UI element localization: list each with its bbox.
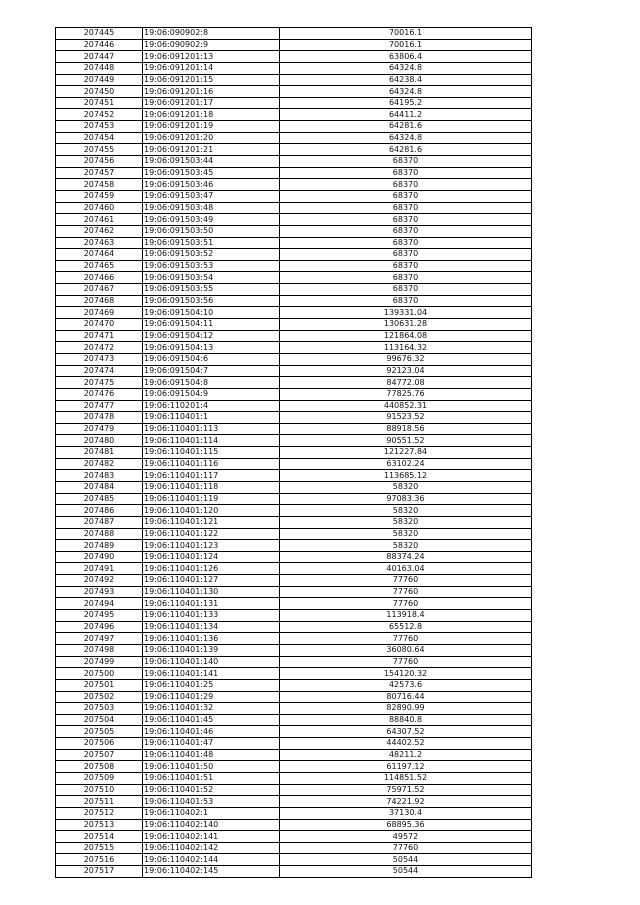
table-row: [56, 225, 532, 237]
table-row: [56, 819, 532, 831]
value-cell: 77760: [280, 656, 532, 668]
value-cell: 40163.04: [280, 563, 532, 575]
value-cell: 58320: [280, 540, 532, 552]
cadastral-number-cell: 19:06:091503:56: [143, 295, 280, 307]
table-row: [56, 610, 532, 622]
cadastral-number-cell: 19:06:110401:122: [143, 528, 280, 540]
cadastral-number-cell: 19:06:091201:13: [143, 51, 280, 63]
data-table: [55, 27, 532, 878]
value-cell: 90551.52: [280, 435, 532, 447]
value-cell: 63102.24: [280, 458, 532, 470]
value-cell: 139331.04: [280, 307, 532, 319]
cadastral-number-cell: 19:06:110401:117: [143, 470, 280, 482]
row-number-cell: 207494: [56, 598, 143, 610]
value-cell: 80716.44: [280, 691, 532, 703]
table-row: [56, 784, 532, 796]
row-number-cell: 207508: [56, 761, 143, 773]
value-cell: 68370: [280, 272, 532, 284]
table-row: [56, 644, 532, 656]
table-row: [56, 575, 532, 587]
table-row: [56, 179, 532, 191]
row-number-cell: 207485: [56, 493, 143, 505]
table-row: [56, 400, 532, 412]
value-cell: 88840.8: [280, 714, 532, 726]
cadastral-number-cell: 19:06:110401:32: [143, 703, 280, 715]
table-row: [56, 62, 532, 74]
value-cell: 121864.08: [280, 330, 532, 342]
cadastral-number-cell: 19:06:110401:133: [143, 610, 280, 622]
table-row: [56, 679, 532, 691]
row-number-cell: 207470: [56, 319, 143, 331]
cadastral-number-cell: 19:06:091503:54: [143, 272, 280, 284]
cadastral-number-cell: 19:06:091504:8: [143, 377, 280, 389]
row-number-cell: 207488: [56, 528, 143, 540]
cadastral-number-cell: 19:06:110201:4: [143, 400, 280, 412]
table-row: [56, 284, 532, 296]
row-number-cell: 207498: [56, 644, 143, 656]
table-row: [56, 761, 532, 773]
table-row: [56, 691, 532, 703]
cadastral-number-cell: 19:06:091504:7: [143, 365, 280, 377]
row-number-cell: 207505: [56, 726, 143, 738]
table-row: [56, 28, 532, 40]
table-row: [56, 97, 532, 109]
table-row: [56, 423, 532, 435]
table-row: [56, 319, 532, 331]
value-cell: 114851.52: [280, 773, 532, 785]
cadastral-number-cell: 19:06:091504:9: [143, 388, 280, 400]
value-cell: 121227.84: [280, 447, 532, 459]
row-number-cell: 207473: [56, 353, 143, 365]
cadastral-number-cell: 19:06:110402:140: [143, 819, 280, 831]
cadastral-number-cell: 19:06:091201:14: [143, 62, 280, 74]
row-number-cell: 207469: [56, 307, 143, 319]
cadastral-number-cell: 19:06:110401:131: [143, 598, 280, 610]
table-row: [56, 167, 532, 179]
cadastral-number-cell: 19:06:090902:9: [143, 39, 280, 51]
value-cell: 58320: [280, 516, 532, 528]
value-cell: 92123.04: [280, 365, 532, 377]
table-row: [56, 260, 532, 272]
value-cell: 58320: [280, 528, 532, 540]
cadastral-number-cell: 19:06:091504:13: [143, 342, 280, 354]
row-number-cell: 207493: [56, 586, 143, 598]
table-row: [56, 353, 532, 365]
value-cell: 99676.32: [280, 353, 532, 365]
table-row: [56, 377, 532, 389]
value-cell: 58320: [280, 505, 532, 517]
row-number-cell: 207479: [56, 423, 143, 435]
cadastral-number-cell: 19:06:091201:21: [143, 144, 280, 156]
cadastral-number-cell: 19:06:110402:141: [143, 831, 280, 843]
cadastral-number-cell: 19:06:110401:141: [143, 668, 280, 680]
value-cell: 68370: [280, 156, 532, 168]
row-number-cell: 207478: [56, 412, 143, 424]
value-cell: 68370: [280, 214, 532, 226]
row-number-cell: 207451: [56, 97, 143, 109]
cadastral-number-cell: 19:06:091504:10: [143, 307, 280, 319]
row-number-cell: 207495: [56, 610, 143, 622]
cadastral-number-cell: 19:06:110401:45: [143, 714, 280, 726]
row-number-cell: 207474: [56, 365, 143, 377]
cadastral-number-cell: 19:06:110401:47: [143, 738, 280, 750]
cadastral-number-cell: 19:06:110401:127: [143, 575, 280, 587]
row-number-cell: 207516: [56, 854, 143, 866]
row-number-cell: 207481: [56, 447, 143, 459]
row-number-cell: 207454: [56, 132, 143, 144]
row-number-cell: 207517: [56, 866, 143, 878]
value-cell: 88374.24: [280, 551, 532, 563]
table-row: [56, 842, 532, 854]
cadastral-number-cell: 19:06:110401:134: [143, 621, 280, 633]
cadastral-number-cell: 19:06:091503:44: [143, 156, 280, 168]
table-row: [56, 668, 532, 680]
cadastral-number-cell: 19:06:110402:1: [143, 807, 280, 819]
value-cell: 77760: [280, 575, 532, 587]
cadastral-number-cell: 19:06:110401:120: [143, 505, 280, 517]
value-cell: 77825.76: [280, 388, 532, 400]
row-number-cell: 207503: [56, 703, 143, 715]
cadastral-number-cell: 19:06:110401:46: [143, 726, 280, 738]
cadastral-number-cell: 19:06:091201:20: [143, 132, 280, 144]
cadastral-number-cell: 19:06:110401:113: [143, 423, 280, 435]
table-row: [56, 237, 532, 249]
value-cell: 82890.99: [280, 703, 532, 715]
value-cell: 77760: [280, 598, 532, 610]
value-cell: 36080.64: [280, 644, 532, 656]
value-cell: 68370: [280, 202, 532, 214]
value-cell: 50544: [280, 854, 532, 866]
table-row: [56, 598, 532, 610]
cadastral-number-cell: 19:06:091504:11: [143, 319, 280, 331]
table-row: [56, 214, 532, 226]
value-cell: 64281.6: [280, 121, 532, 133]
table-row: [56, 540, 532, 552]
row-number-cell: 207461: [56, 214, 143, 226]
row-number-cell: 207458: [56, 179, 143, 191]
cadastral-number-cell: 19:06:091201:15: [143, 74, 280, 86]
cadastral-number-cell: 19:06:110401:126: [143, 563, 280, 575]
row-number-cell: 207480: [56, 435, 143, 447]
row-number-cell: 207452: [56, 109, 143, 121]
cadastral-number-cell: 19:06:091503:55: [143, 284, 280, 296]
table-row: [56, 249, 532, 261]
cadastral-number-cell: 19:06:110402:145: [143, 866, 280, 878]
row-number-cell: 207460: [56, 202, 143, 214]
value-cell: 113685.12: [280, 470, 532, 482]
value-cell: 70016.1: [280, 28, 532, 40]
row-number-cell: 207447: [56, 51, 143, 63]
row-number-cell: 207500: [56, 668, 143, 680]
value-cell: 88918.56: [280, 423, 532, 435]
value-cell: 74221.92: [280, 796, 532, 808]
value-cell: 42573.6: [280, 679, 532, 691]
cadastral-number-cell: 19:06:091503:49: [143, 214, 280, 226]
row-number-cell: 207468: [56, 295, 143, 307]
table-row: [56, 388, 532, 400]
cadastral-number-cell: 19:06:091503:53: [143, 260, 280, 272]
value-cell: 77760: [280, 633, 532, 645]
table-row: [56, 51, 532, 63]
cadastral-number-cell: 19:06:091201:18: [143, 109, 280, 121]
table-row: [56, 365, 532, 377]
cadastral-number-cell: 19:06:110401:50: [143, 761, 280, 773]
table-row: [56, 447, 532, 459]
table-row: [56, 144, 532, 156]
cadastral-number-cell: 19:06:091503:47: [143, 190, 280, 202]
row-number-cell: 207499: [56, 656, 143, 668]
row-number-cell: 207463: [56, 237, 143, 249]
value-cell: 58320: [280, 481, 532, 493]
cadastral-number-cell: 19:06:110401:48: [143, 749, 280, 761]
cadastral-number-cell: 19:06:091503:52: [143, 249, 280, 261]
cadastral-number-cell: 19:06:110402:144: [143, 854, 280, 866]
table-row: [56, 342, 532, 354]
table-row: [56, 586, 532, 598]
row-number-cell: 207492: [56, 575, 143, 587]
row-number-cell: 207504: [56, 714, 143, 726]
cadastral-number-cell: 19:06:110401:121: [143, 516, 280, 528]
row-number-cell: 207475: [56, 377, 143, 389]
row-number-cell: 207477: [56, 400, 143, 412]
table-row: [56, 703, 532, 715]
row-number-cell: 207456: [56, 156, 143, 168]
table-row: [56, 470, 532, 482]
value-cell: 154120.32: [280, 668, 532, 680]
table-row: [56, 132, 532, 144]
cadastral-number-cell: 19:06:110401:115: [143, 447, 280, 459]
value-cell: 91523.52: [280, 412, 532, 424]
cadastral-number-cell: 19:06:091504:6: [143, 353, 280, 365]
row-number-cell: 207511: [56, 796, 143, 808]
table-row: [56, 505, 532, 517]
row-number-cell: 207450: [56, 86, 143, 98]
value-cell: 113918.4: [280, 610, 532, 622]
value-cell: 77760: [280, 842, 532, 854]
row-number-cell: 207484: [56, 481, 143, 493]
table-row: [56, 109, 532, 121]
cadastral-number-cell: 19:06:091503:51: [143, 237, 280, 249]
table-row: [56, 156, 532, 168]
value-cell: 440852.31: [280, 400, 532, 412]
row-number-cell: 207453: [56, 121, 143, 133]
table-row: [56, 807, 532, 819]
value-cell: 64238.4: [280, 74, 532, 86]
table-row: [56, 621, 532, 633]
table-row: [56, 295, 532, 307]
row-number-cell: 207489: [56, 540, 143, 552]
value-cell: 68895.36: [280, 819, 532, 831]
cadastral-number-cell: 19:06:110401:118: [143, 481, 280, 493]
table-row: [56, 773, 532, 785]
row-number-cell: 207514: [56, 831, 143, 843]
value-cell: 37130.4: [280, 807, 532, 819]
cadastral-number-cell: 19:06:091201:17: [143, 97, 280, 109]
cadastral-number-cell: 19:06:110401:123: [143, 540, 280, 552]
row-number-cell: 207467: [56, 284, 143, 296]
cadastral-number-cell: 19:06:110401:114: [143, 435, 280, 447]
table-row: [56, 516, 532, 528]
row-number-cell: 207496: [56, 621, 143, 633]
value-cell: 64324.8: [280, 132, 532, 144]
value-cell: 49572: [280, 831, 532, 843]
row-number-cell: 207459: [56, 190, 143, 202]
value-cell: 48211.2: [280, 749, 532, 761]
table-row: [56, 854, 532, 866]
cadastral-number-cell: 19:06:110401:140: [143, 656, 280, 668]
row-number-cell: 207471: [56, 330, 143, 342]
cadastral-number-cell: 19:06:091503:50: [143, 225, 280, 237]
value-cell: 64195.2: [280, 97, 532, 109]
cadastral-number-cell: 19:06:110401:124: [143, 551, 280, 563]
table-row: [56, 307, 532, 319]
row-number-cell: 207506: [56, 738, 143, 750]
row-number-cell: 207449: [56, 74, 143, 86]
cadastral-number-cell: 19:06:090902:8: [143, 28, 280, 40]
row-number-cell: 207497: [56, 633, 143, 645]
cadastral-number-cell: 19:06:091503:45: [143, 167, 280, 179]
table-row: [56, 831, 532, 843]
row-number-cell: 207509: [56, 773, 143, 785]
value-cell: 68370: [280, 179, 532, 191]
row-number-cell: 207472: [56, 342, 143, 354]
cadastral-number-cell: 19:06:110401:139: [143, 644, 280, 656]
value-cell: 68370: [280, 295, 532, 307]
cadastral-number-cell: 19:06:110401:51: [143, 773, 280, 785]
table-row: [56, 528, 532, 540]
table-row: [56, 202, 532, 214]
row-number-cell: 207462: [56, 225, 143, 237]
cadastral-number-cell: 19:06:110401:136: [143, 633, 280, 645]
value-cell: 77760: [280, 586, 532, 598]
table-row: [56, 633, 532, 645]
table-row: [56, 121, 532, 133]
value-cell: 64307.52: [280, 726, 532, 738]
table-row: [56, 481, 532, 493]
table-row: [56, 714, 532, 726]
row-number-cell: 207476: [56, 388, 143, 400]
table-row: [56, 738, 532, 750]
table-row: [56, 656, 532, 668]
cadastral-number-cell: 19:06:110401:25: [143, 679, 280, 691]
cadastral-number-cell: 19:06:091201:19: [143, 121, 280, 133]
table-row: [56, 435, 532, 447]
cadastral-number-cell: 19:06:110402:142: [143, 842, 280, 854]
table-row: [56, 493, 532, 505]
value-cell: 75971.52: [280, 784, 532, 796]
value-cell: 68370: [280, 260, 532, 272]
row-number-cell: 207466: [56, 272, 143, 284]
row-number-cell: 207490: [56, 551, 143, 563]
row-number-cell: 207464: [56, 249, 143, 261]
table-row: [56, 563, 532, 575]
value-cell: 61197.12: [280, 761, 532, 773]
table-row: [56, 866, 532, 878]
cadastral-number-cell: 19:06:110401:119: [143, 493, 280, 505]
row-number-cell: 207445: [56, 28, 143, 40]
cadastral-number-cell: 19:06:110401:53: [143, 796, 280, 808]
value-cell: 68370: [280, 249, 532, 261]
value-cell: 97083.36: [280, 493, 532, 505]
cadastral-number-cell: 19:06:110401:130: [143, 586, 280, 598]
row-number-cell: 207455: [56, 144, 143, 156]
row-number-cell: 207501: [56, 679, 143, 691]
row-number-cell: 207491: [56, 563, 143, 575]
table-row: [56, 796, 532, 808]
value-cell: 70016.1: [280, 39, 532, 51]
value-cell: 64324.8: [280, 86, 532, 98]
cadastral-number-cell: 19:06:110401:29: [143, 691, 280, 703]
value-cell: 84772.08: [280, 377, 532, 389]
table-row: [56, 74, 532, 86]
value-cell: 68370: [280, 190, 532, 202]
value-cell: 63806.4: [280, 51, 532, 63]
cadastral-number-cell: 19:06:091503:46: [143, 179, 280, 191]
row-number-cell: 207486: [56, 505, 143, 517]
value-cell: 68370: [280, 167, 532, 179]
row-number-cell: 207487: [56, 516, 143, 528]
cadastral-number-cell: 19:06:091503:48: [143, 202, 280, 214]
value-cell: 113164.32: [280, 342, 532, 354]
table-body: [56, 28, 532, 878]
table-row: [56, 39, 532, 51]
row-number-cell: 207465: [56, 260, 143, 272]
cadastral-number-cell: 19:06:110401:116: [143, 458, 280, 470]
value-cell: 65512.8: [280, 621, 532, 633]
row-number-cell: 207457: [56, 167, 143, 179]
table-row: [56, 330, 532, 342]
cadastral-number-cell: 19:06:110401:52: [143, 784, 280, 796]
cadastral-number-cell: 19:06:091201:16: [143, 86, 280, 98]
table-row: [56, 551, 532, 563]
row-number-cell: 207482: [56, 458, 143, 470]
value-cell: 130631.28: [280, 319, 532, 331]
table-row: [56, 190, 532, 202]
row-number-cell: 207512: [56, 807, 143, 819]
row-number-cell: 207507: [56, 749, 143, 761]
table-row: [56, 749, 532, 761]
value-cell: 64411.2: [280, 109, 532, 121]
table-row: [56, 86, 532, 98]
cadastral-number-cell: 19:06:110401:1: [143, 412, 280, 424]
row-number-cell: 207513: [56, 819, 143, 831]
row-number-cell: 207448: [56, 62, 143, 74]
table-row: [56, 412, 532, 424]
row-number-cell: 207446: [56, 39, 143, 51]
table-row: [56, 272, 532, 284]
row-number-cell: 207515: [56, 842, 143, 854]
row-number-cell: 207483: [56, 470, 143, 482]
value-cell: 68370: [280, 284, 532, 296]
table-row: [56, 458, 532, 470]
row-number-cell: 207510: [56, 784, 143, 796]
row-number-cell: 207502: [56, 691, 143, 703]
value-cell: 44402.52: [280, 738, 532, 750]
value-cell: 68370: [280, 237, 532, 249]
cadastral-number-cell: 19:06:091504:12: [143, 330, 280, 342]
value-cell: 68370: [280, 225, 532, 237]
value-cell: 64281.6: [280, 144, 532, 156]
value-cell: 64324.8: [280, 62, 532, 74]
table-row: [56, 726, 532, 738]
value-cell: 50544: [280, 866, 532, 878]
